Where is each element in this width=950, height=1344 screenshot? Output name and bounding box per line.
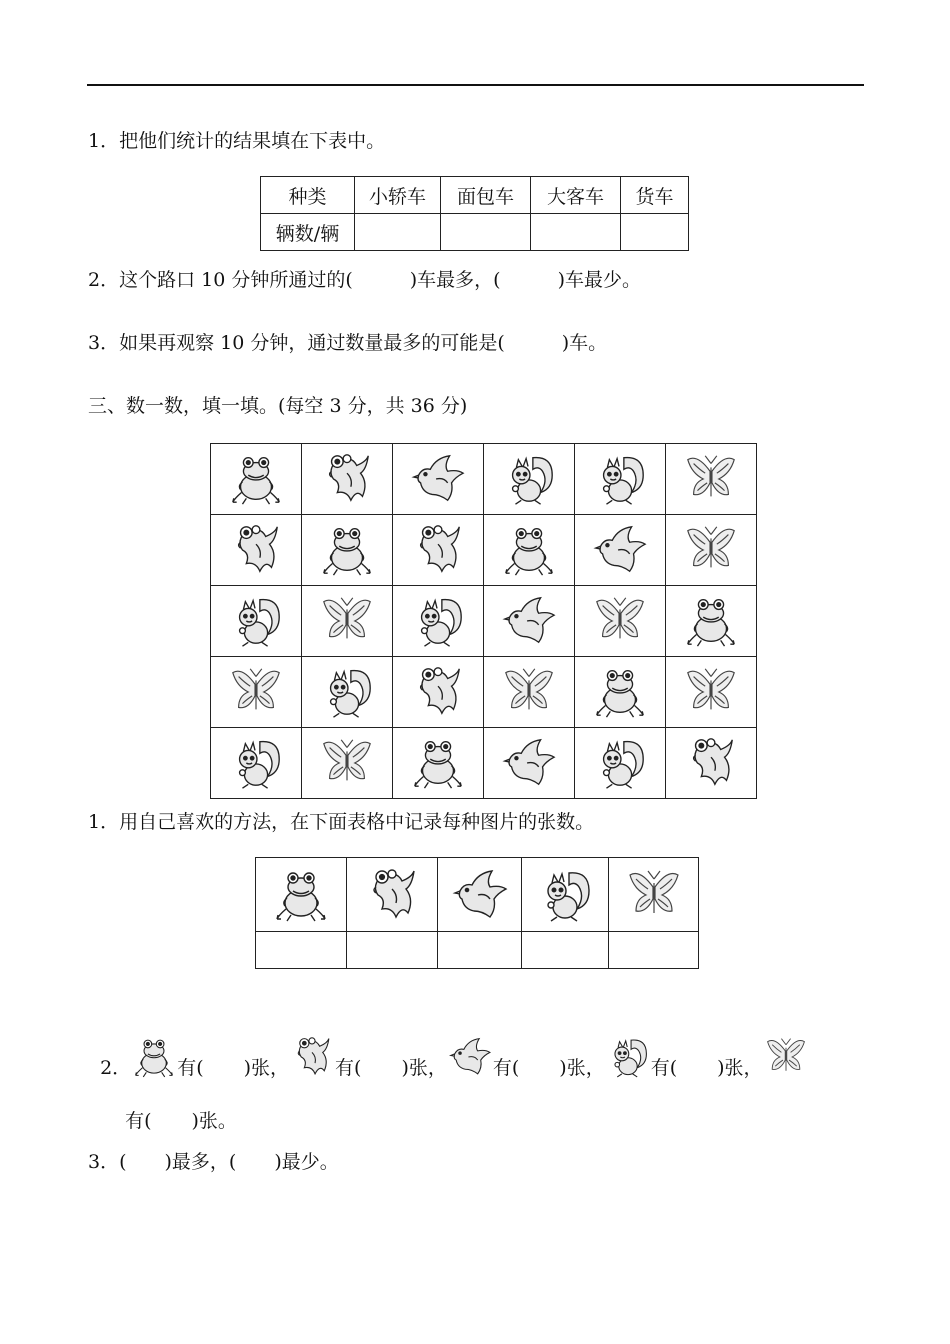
question-2-text: 2．这个路口 10 分钟所通过的( )车最多，( )车最少。 — [88, 269, 641, 291]
zhang-label: )张。 — [191, 1110, 237, 1132]
zhang-label: )张， — [559, 1057, 605, 1079]
squirrel-icon — [211, 586, 302, 657]
frog-icon — [211, 444, 302, 515]
answer-cell[interactable] — [355, 214, 441, 251]
tally-answer-cell[interactable] — [438, 932, 522, 969]
has-label: 有( — [492, 1057, 520, 1079]
squirrel-icon — [302, 657, 393, 728]
counting-question-2 — [88, 1010, 809, 1080]
table-row — [261, 214, 689, 251]
butterfly-icon — [666, 444, 757, 515]
squirrel-icon — [575, 728, 666, 799]
squirrel-icon — [484, 444, 575, 515]
has-label: 有( — [125, 1110, 152, 1132]
dove-icon — [484, 728, 575, 799]
dove-icon — [575, 515, 666, 586]
grid-row — [211, 728, 757, 799]
answer-cell[interactable] — [441, 214, 531, 251]
grid-row — [211, 657, 757, 728]
tally-answer-cell[interactable] — [609, 932, 699, 969]
top-rule — [87, 84, 864, 86]
zhang-label: )张， — [401, 1057, 447, 1079]
table-cell: 大客车 — [531, 177, 621, 214]
tally-answer-row — [256, 932, 699, 969]
dove-icon — [393, 444, 484, 515]
has-label: 有( — [650, 1057, 678, 1079]
frog-icon — [302, 515, 393, 586]
counting-question-1: 1．用自己喜欢的方法，在下面表格中记录每种图片的张数。 — [88, 811, 595, 833]
butterfly-icon — [763, 1034, 809, 1080]
butterfly-icon — [211, 657, 302, 728]
squirrel-icon — [393, 586, 484, 657]
question-number: 2． — [100, 1057, 132, 1079]
vehicle-count-table — [260, 176, 689, 251]
goldfish-icon — [289, 1034, 335, 1080]
frog-icon — [666, 586, 757, 657]
butterfly-icon — [302, 586, 393, 657]
tally-answer-cell[interactable] — [256, 932, 347, 969]
squirrel-icon — [211, 728, 302, 799]
zhang-label: )张， — [243, 1057, 290, 1079]
animal-picture-grid — [210, 443, 757, 799]
has-label: 有( — [335, 1057, 362, 1079]
squirrel-icon — [605, 1034, 651, 1080]
frog-icon — [575, 657, 666, 728]
goldfish-icon — [347, 858, 438, 932]
dove-icon — [484, 586, 575, 657]
question-3-text: 3．如果再观察 10 分钟，通过数量最多的可能是( )车。 — [88, 332, 608, 354]
row-label: 辆数/辆 — [261, 214, 355, 251]
butterfly-icon — [484, 657, 575, 728]
tally-answer-cell[interactable] — [522, 932, 609, 969]
dove-icon — [438, 858, 522, 932]
goldfish-icon — [211, 515, 302, 586]
answer-cell[interactable] — [531, 214, 621, 251]
counting-question-2-cont — [113, 1085, 237, 1133]
table-cell: 小轿车 — [355, 177, 441, 214]
butterfly-icon — [575, 586, 666, 657]
answer-cell[interactable] — [621, 214, 689, 251]
squirrel-icon — [575, 444, 666, 515]
table-header-row — [261, 177, 689, 214]
frog-icon — [484, 515, 575, 586]
goldfish-icon — [666, 728, 757, 799]
grid-row — [211, 586, 757, 657]
counting-question-3: 3．( )最多，( )最少。 — [88, 1151, 339, 1173]
butterfly-icon — [666, 515, 757, 586]
tally-icon-row — [256, 858, 699, 932]
dove-icon — [447, 1034, 493, 1080]
frog-icon — [131, 1034, 177, 1080]
table-cell: 种类 — [261, 177, 355, 214]
butterfly-icon — [302, 728, 393, 799]
tally-answer-cell[interactable] — [347, 932, 438, 969]
butterfly-icon — [666, 657, 757, 728]
section-heading: 三、数一数，填一填。(每空 3 分，共 36 分) — [88, 395, 468, 417]
has-label: 有( — [177, 1057, 204, 1079]
grid-row — [211, 444, 757, 515]
table-cell: 面包车 — [441, 177, 531, 214]
grid-row — [211, 515, 757, 586]
squirrel-icon — [522, 858, 609, 932]
frog-icon — [256, 858, 347, 932]
goldfish-icon — [393, 515, 484, 586]
question-1-text: 1．把他们统计的结果填在下表中。 — [88, 130, 386, 152]
butterfly-icon — [609, 858, 699, 932]
table-cell: 货车 — [621, 177, 689, 214]
goldfish-icon — [302, 444, 393, 515]
goldfish-icon — [393, 657, 484, 728]
frog-icon — [393, 728, 484, 799]
zhang-label: )张， — [717, 1057, 763, 1079]
tally-table — [255, 857, 699, 969]
